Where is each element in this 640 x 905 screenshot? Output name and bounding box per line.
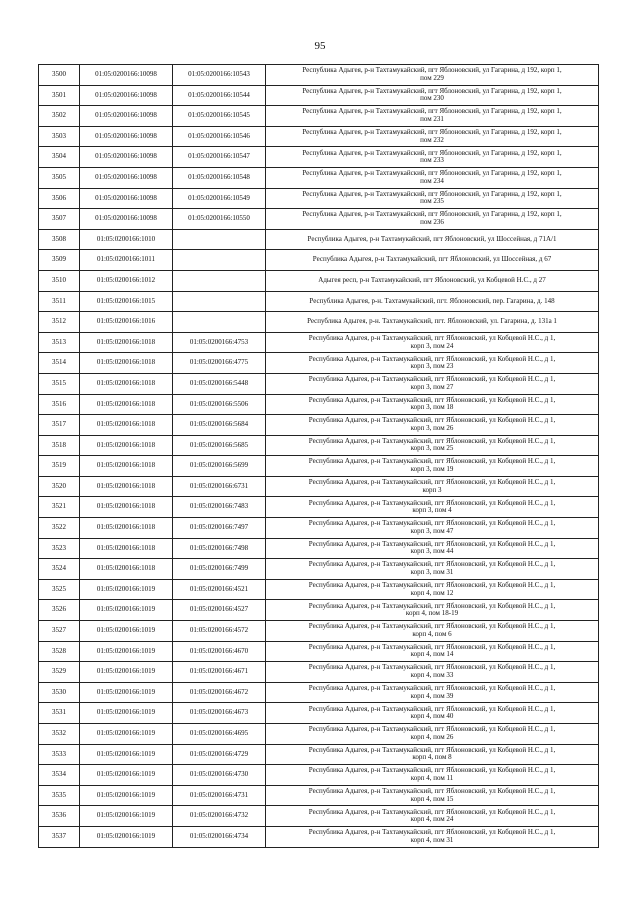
registry-table-body — [39, 65, 599, 848]
address-line-1: Республика Адыгея, р-н Тахтамукайский, пгт Яблоновский, ул Шоссейная, д 67 — [312, 255, 552, 264]
table-row — [39, 147, 599, 168]
address-line-1: Республика Адыгея, р-н Тахтамукайский, пгт Яблоновский, ул Кобцевой Н.С., д 1, — [308, 436, 556, 445]
row-number-cell: 3528 — [39, 641, 80, 662]
address-line-2: корп 4, пом 40 — [410, 712, 454, 721]
address-line-1: Республика Адыгея, р-н Тахтамукайский, пгт Яблоновский, ул Кобцевой Н.С., д 1, — [308, 828, 556, 837]
cadastral-number-cell: 01:05:0200166:4732 — [173, 806, 266, 827]
address-line-1: Республика Адыгея, р-н Тахтамукайский, пгт Яблоновский, ул Кобцевой Н.С., д 1, — [308, 642, 556, 651]
cadastral-number-cell: 01:05:0200166:7497 — [173, 518, 266, 539]
parent-cadastral-number-cell: 01:05:0200166:1018 — [80, 353, 173, 374]
cadastral-number-cell: 01:05:0200166:10550 — [173, 209, 266, 230]
address-line-1: Республика Адыгея, р-н Тахтамукайский, пгт Яблоновский, ул Кобцевой Н.С., д 1, — [308, 745, 556, 754]
table-row — [39, 600, 599, 621]
address-cell — [266, 188, 599, 209]
parent-cadastral-number-cell: 01:05:0200166:10098 — [80, 209, 173, 230]
address-cell — [266, 394, 599, 415]
address-line-1: Республика Адыгея, р-н Тахтамукайский, пгт Яблоновский, ул Кобцевой Н.С., д 1, — [308, 766, 556, 775]
address-cell — [266, 85, 599, 106]
table-row — [39, 270, 599, 291]
cadastral-number-cell: 01:05:0200166:4731 — [173, 785, 266, 806]
cadastral-number-cell: 01:05:0200166:7499 — [173, 559, 266, 580]
parent-cadastral-number-cell: 01:05:0200166:10098 — [80, 188, 173, 209]
address-line-2: корп 4, пом 31 — [410, 835, 454, 844]
parent-cadastral-number-cell: 01:05:0200166:10098 — [80, 65, 173, 86]
row-number-cell: 3508 — [39, 229, 80, 250]
cadastral-number-cell: 01:05:0200166:5699 — [173, 456, 266, 477]
address-cell — [266, 538, 599, 559]
table-row — [39, 415, 599, 436]
registry-table — [38, 64, 599, 848]
cadastral-number-cell: 01:05:0200166:5506 — [173, 394, 266, 415]
row-number-cell: 3519 — [39, 456, 80, 477]
row-number-cell: 3507 — [39, 209, 80, 230]
parent-cadastral-number-cell: 01:05:0200166:1018 — [80, 435, 173, 456]
page-number: 95 — [314, 40, 326, 52]
cadastral-number-cell — [173, 270, 266, 291]
address-line-1: Республика Адыгея, р-н Тахтамукайский, пгт Яблоновский, ул Кобцевой Н.С., д 1, — [308, 478, 556, 487]
address-line-1: Республика Адыгея, р-н Тахтамукайский, пгт Яблоновский, ул Гагарина, д 192, корп 1, — [302, 210, 562, 219]
table-row — [39, 106, 599, 127]
address-cell — [266, 229, 599, 250]
address-cell — [266, 518, 599, 539]
row-number-cell: 3514 — [39, 353, 80, 374]
address-cell — [266, 435, 599, 456]
row-number-cell: 3536 — [39, 806, 80, 827]
address-line-2: корп 4, пом 6 — [412, 629, 452, 638]
table-row — [39, 394, 599, 415]
parent-cadastral-number-cell: 01:05:0200166:1015 — [80, 291, 173, 312]
table-row — [39, 476, 599, 497]
address-line-2: корп 4, пом 18-19 — [405, 609, 459, 618]
address-line-1: Республика Адыгея, р-н Тахтамукайский, пгт Яблоновский, ул Гагарина, д 192, корп 1, — [302, 148, 562, 157]
address-line-2: корп 4, пом 12 — [410, 588, 454, 597]
address-cell — [266, 579, 599, 600]
address-cell — [266, 147, 599, 168]
address-line-1: Республика Адыгея, р-н Тахтамукайский, пгт Яблоновский, ул Гагарина, д 192, корп 1, — [302, 189, 562, 198]
address-line-1: Республика Адыгея, р-н Тахтамукайский, пгт Яблоновский, ул Кобцевой Н.С., д 1, — [308, 684, 556, 693]
address-line-1: Республика Адыгея, р-н Тахтамукайский, пгт Яблоновский, ул Кобцевой Н.С., д 1, — [308, 581, 556, 590]
cadastral-number-cell — [173, 229, 266, 250]
row-number-cell: 3509 — [39, 250, 80, 271]
row-number-cell: 3511 — [39, 291, 80, 312]
address-line-2: корп 4, пом 24 — [410, 815, 454, 824]
row-number-cell: 3520 — [39, 476, 80, 497]
cadastral-number-cell: 01:05:0200166:7483 — [173, 497, 266, 518]
row-number-cell: 3521 — [39, 497, 80, 518]
parent-cadastral-number-cell: 01:05:0200166:1018 — [80, 456, 173, 477]
table-row — [39, 435, 599, 456]
address-line-2: пом 232 — [420, 135, 444, 144]
row-number-cell: 3522 — [39, 518, 80, 539]
parent-cadastral-number-cell: 01:05:0200166:1019 — [80, 806, 173, 827]
row-number-cell: 3506 — [39, 188, 80, 209]
table-row — [39, 85, 599, 106]
address-line-1: Республика Адыгея, р-н Тахтамукайский, пгт Яблоновский, ул Кобцевой Н.С., д 1, — [308, 354, 556, 363]
address-line-2: корп 3, пом 47 — [410, 526, 454, 535]
address-cell — [266, 497, 599, 518]
parent-cadastral-number-cell: 01:05:0200166:1018 — [80, 373, 173, 394]
address-cell — [266, 270, 599, 291]
row-number-cell: 3510 — [39, 270, 80, 291]
row-number-cell: 3535 — [39, 785, 80, 806]
parent-cadastral-number-cell: 01:05:0200166:1019 — [80, 724, 173, 745]
address-line-2: корп 3, пом 24 — [410, 341, 454, 350]
address-line-2: корп 4, пом 11 — [410, 773, 454, 782]
parent-cadastral-number-cell: 01:05:0200166:1018 — [80, 497, 173, 518]
row-number-cell: 3501 — [39, 85, 80, 106]
table-row — [39, 724, 599, 745]
address-line-2: корп 3, пом 31 — [410, 568, 454, 577]
address-line-1: Республика Адыгея, р-н Тахтамукайский, пгт Яблоновский, ул Кобцевой Н.С., д 1, — [308, 519, 556, 528]
row-number-cell: 3504 — [39, 147, 80, 168]
address-line-2: корп 4, пом 26 — [410, 732, 454, 741]
row-number-cell: 3524 — [39, 559, 80, 580]
address-line-1: Республика Адыгея, р-н Тахтамукайский, пгт Яблоновский, ул Кобцевой Н.С., д 1, — [308, 333, 556, 342]
cadastral-number-cell: 01:05:0200166:4695 — [173, 724, 266, 745]
row-number-cell: 3530 — [39, 682, 80, 703]
address-line-1: Республика Адыгея, р-н Тахтамукайский, пгт Яблоновский, ул Кобцевой Н.С., д 1, — [308, 539, 556, 548]
table-row — [39, 312, 599, 333]
cadastral-number-cell: 01:05:0200166:5684 — [173, 415, 266, 436]
cadastral-number-cell: 01:05:0200166:10544 — [173, 85, 266, 106]
table-row — [39, 785, 599, 806]
parent-cadastral-number-cell: 01:05:0200166:1010 — [80, 229, 173, 250]
address-cell — [266, 291, 599, 312]
cadastral-number-cell: 01:05:0200166:4527 — [173, 600, 266, 621]
address-cell — [266, 209, 599, 230]
address-cell — [266, 662, 599, 683]
address-line-2: пом 235 — [420, 197, 444, 206]
address-cell — [266, 641, 599, 662]
address-line-1: Республика Адыгея, р-н Тахтамукайский, пгт Яблоновский, ул Кобцевой Н.С., д 1, — [308, 663, 556, 672]
cadastral-number-cell: 01:05:0200166:4673 — [173, 703, 266, 724]
address-line-1: Республика Адыгея, р-н Тахтамукайский, пгт Яблоновский, ул Кобцевой Н.С., д 1, — [308, 416, 556, 425]
table-row — [39, 332, 599, 353]
row-number-cell: 3512 — [39, 312, 80, 333]
row-number-cell: 3513 — [39, 332, 80, 353]
table-row — [39, 65, 599, 86]
address-line-2: корп 4, пом 39 — [410, 691, 454, 700]
parent-cadastral-number-cell: 01:05:0200166:1019 — [80, 662, 173, 683]
address-cell — [266, 65, 599, 86]
table-row — [39, 559, 599, 580]
row-number-cell: 3516 — [39, 394, 80, 415]
address-line-1: Республика Адыгея, р-н. Тахтамукайский, пгт. Яблоновский, ул. Гагарина, д. 131а 1 — [307, 317, 557, 326]
cadastral-number-cell — [173, 312, 266, 333]
table-row — [39, 188, 599, 209]
address-line-1: Республика Адыгея, р-н Тахтамукайский, пгт Яблоновский, ул Кобцевой Н.С., д 1, — [308, 786, 556, 795]
cadastral-number-cell: 01:05:0200166:4734 — [173, 826, 266, 847]
address-line-2: пом 233 — [420, 156, 444, 165]
address-line-2: корп 3, пом 18 — [410, 403, 454, 412]
row-number-cell: 3500 — [39, 65, 80, 86]
table-row — [39, 518, 599, 539]
address-line-2: корп 3, пом 25 — [410, 444, 454, 453]
table-row — [39, 744, 599, 765]
address-line-2: пом 231 — [420, 114, 444, 123]
parent-cadastral-number-cell: 01:05:0200166:1019 — [80, 765, 173, 786]
table-row — [39, 579, 599, 600]
parent-cadastral-number-cell: 01:05:0200166:10098 — [80, 85, 173, 106]
address-cell — [266, 312, 599, 333]
address-line-1: Республика Адыгея, р-н Тахтамукайский, пгт Яблоновский, ул Кобцевой Н.С., д 1, — [308, 560, 556, 569]
table-row — [39, 806, 599, 827]
address-line-1: Адыгея респ, р-н Тахтамукайский, пгт Яблоновский, ул Кобцевой Н.С., д 27 — [318, 275, 546, 284]
address-line-1: Республика Адыгея, р-н Тахтамукайский, пгт Яблоновский, ул Кобцевой Н.С., д 1, — [308, 725, 556, 734]
cadastral-number-cell: 01:05:0200166:10547 — [173, 147, 266, 168]
parent-cadastral-number-cell: 01:05:0200166:1018 — [80, 394, 173, 415]
parent-cadastral-number-cell: 01:05:0200166:1012 — [80, 270, 173, 291]
parent-cadastral-number-cell: 01:05:0200166:1019 — [80, 600, 173, 621]
address-cell — [266, 106, 599, 127]
address-line-2: корп 3, пом 44 — [410, 547, 454, 556]
table-row — [39, 703, 599, 724]
row-number-cell: 3517 — [39, 415, 80, 436]
cadastral-number-cell: 01:05:0200166:4572 — [173, 621, 266, 642]
address-cell — [266, 724, 599, 745]
address-line-1: Республика Адыгея, р-н Тахтамукайский, пгт Яблоновский, ул Кобцевой Н.С., д 1, — [308, 622, 556, 631]
row-number-cell: 3531 — [39, 703, 80, 724]
table-row — [39, 250, 599, 271]
address-line-1: Республика Адыгея, р-н Тахтамукайский, пгт Яблоновский, ул Шоссейная, д 71А/1 — [307, 234, 557, 243]
table-row — [39, 291, 599, 312]
table-row — [39, 497, 599, 518]
table-row — [39, 621, 599, 642]
parent-cadastral-number-cell: 01:05:0200166:1019 — [80, 621, 173, 642]
cadastral-number-cell: 01:05:0200166:4730 — [173, 765, 266, 786]
parent-cadastral-number-cell: 01:05:0200166:1019 — [80, 744, 173, 765]
address-cell — [266, 332, 599, 353]
address-line-2: корп 3, пом 27 — [410, 382, 454, 391]
address-line-2: корп 4, пом 15 — [410, 794, 454, 803]
row-number-cell: 3515 — [39, 373, 80, 394]
row-number-cell: 3503 — [39, 126, 80, 147]
cadastral-number-cell: 01:05:0200166:10546 — [173, 126, 266, 147]
parent-cadastral-number-cell: 01:05:0200166:1018 — [80, 415, 173, 436]
cadastral-number-cell: 01:05:0200166:6731 — [173, 476, 266, 497]
parent-cadastral-number-cell: 01:05:0200166:10098 — [80, 167, 173, 188]
cadastral-number-cell: 01:05:0200166:4672 — [173, 682, 266, 703]
table-row — [39, 353, 599, 374]
address-cell — [266, 703, 599, 724]
cadastral-number-cell: 01:05:0200166:4775 — [173, 353, 266, 374]
address-line-2: корп 3, пом 26 — [410, 423, 454, 432]
row-number-cell: 3518 — [39, 435, 80, 456]
address-line-2: корп 3, пом 19 — [410, 465, 454, 474]
address-cell — [266, 682, 599, 703]
address-line-1: Республика Адыгея, р-н Тахтамукайский, пгт Яблоновский, ул Гагарина, д 192, корп 1, — [302, 107, 562, 116]
cadastral-number-cell — [173, 291, 266, 312]
table-row — [39, 826, 599, 847]
address-cell — [266, 559, 599, 580]
address-cell — [266, 373, 599, 394]
address-line-2: корп 4, пом 8 — [412, 753, 452, 762]
address-line-1: Республика Адыгея, р-н Тахтамукайский, пгт Яблоновский, ул Гагарина, д 192, корп 1, — [302, 86, 562, 95]
address-line-2: корп 4, пом 14 — [410, 650, 454, 659]
address-line-2: корп 3, пом 4 — [412, 506, 452, 515]
address-line-1: Республика Адыгея, р-н Тахтамукайский, пгт Яблоновский, ул Гагарина, д 192, корп 1, — [302, 169, 562, 178]
row-number-cell: 3534 — [39, 765, 80, 786]
address-cell — [266, 126, 599, 147]
row-number-cell: 3537 — [39, 826, 80, 847]
address-line-2: пом 229 — [420, 73, 444, 82]
parent-cadastral-number-cell: 01:05:0200166:1018 — [80, 476, 173, 497]
parent-cadastral-number-cell: 01:05:0200166:1018 — [80, 538, 173, 559]
cadastral-number-cell: 01:05:0200166:5448 — [173, 373, 266, 394]
address-line-2: пом 230 — [420, 94, 444, 103]
parent-cadastral-number-cell: 01:05:0200166:1019 — [80, 641, 173, 662]
address-cell — [266, 744, 599, 765]
address-cell — [266, 476, 599, 497]
address-cell — [266, 456, 599, 477]
address-line-1: Республика Адыгея, р-н Тахтамукайский, пгт Яблоновский, ул Кобцевой Н.С., д 1, — [308, 704, 556, 713]
address-line-1: Республика Адыгея, р-н Тахтамукайский, пгт Яблоновский, ул Гагарина, д 192, корп 1, — [302, 66, 562, 75]
table-row — [39, 682, 599, 703]
cadastral-number-cell: 01:05:0200166:10543 — [173, 65, 266, 86]
cadastral-number-cell: 01:05:0200166:4753 — [173, 332, 266, 353]
address-line-2: корп 3 — [422, 485, 442, 494]
cadastral-number-cell: 01:05:0200166:10549 — [173, 188, 266, 209]
address-line-1: Республика Адыгея, р-н Тахтамукайский, пгт Яблоновский, ул Кобцевой Н.С., д 1, — [308, 457, 556, 466]
address-line-1: Республика Адыгея, р-н Тахтамукайский, пгт Яблоновский, ул Гагарина, д 192, корп 1, — [302, 127, 562, 136]
row-number-cell: 3532 — [39, 724, 80, 745]
address-cell — [266, 826, 599, 847]
parent-cadastral-number-cell: 01:05:0200166:1019 — [80, 579, 173, 600]
parent-cadastral-number-cell: 01:05:0200166:1018 — [80, 332, 173, 353]
table-row — [39, 662, 599, 683]
address-line-1: Республика Адыгея, р-н Тахтамукайский, пгт Яблоновский, ул Кобцевой Н.С., д 1, — [308, 498, 556, 507]
parent-cadastral-number-cell: 01:05:0200166:1019 — [80, 703, 173, 724]
address-line-1: Республика Адыгея, р-н Тахтамукайский, пгт Яблоновский, ул Кобцевой Н.С., д 1, — [308, 375, 556, 384]
table-row — [39, 538, 599, 559]
address-cell — [266, 785, 599, 806]
row-number-cell: 3525 — [39, 579, 80, 600]
table-row — [39, 229, 599, 250]
address-cell — [266, 765, 599, 786]
table-row — [39, 126, 599, 147]
address-cell — [266, 250, 599, 271]
cadastral-number-cell: 01:05:0200166:4670 — [173, 641, 266, 662]
address-line-1: Республика Адыгея, р-н Тахтамукайский, пгт Яблоновский, ул Кобцевой Н.С., д 1, — [308, 807, 556, 816]
address-line-2: корп 3, пом 23 — [410, 362, 454, 371]
cadastral-number-cell: 01:05:0200166:4521 — [173, 579, 266, 600]
cadastral-number-cell: 01:05:0200166:4729 — [173, 744, 266, 765]
row-number-cell: 3523 — [39, 538, 80, 559]
row-number-cell: 3526 — [39, 600, 80, 621]
parent-cadastral-number-cell: 01:05:0200166:1018 — [80, 518, 173, 539]
address-cell — [266, 353, 599, 374]
address-cell — [266, 621, 599, 642]
parent-cadastral-number-cell: 01:05:0200166:10098 — [80, 126, 173, 147]
parent-cadastral-number-cell: 01:05:0200166:1016 — [80, 312, 173, 333]
cadastral-number-cell: 01:05:0200166:4671 — [173, 662, 266, 683]
table-row — [39, 765, 599, 786]
cadastral-number-cell: 01:05:0200166:7498 — [173, 538, 266, 559]
address-line-1: Республика Адыгея, р-н. Тахтамукайский, пгт. Яблоновский, пер. Гагарина, д. 148 — [309, 296, 555, 305]
row-number-cell: 3505 — [39, 167, 80, 188]
cadastral-number-cell: 01:05:0200166:10545 — [173, 106, 266, 127]
address-cell — [266, 600, 599, 621]
table-row — [39, 373, 599, 394]
table-row — [39, 641, 599, 662]
cadastral-number-cell — [173, 250, 266, 271]
cadastral-number-cell: 01:05:0200166:5685 — [173, 435, 266, 456]
address-cell — [266, 806, 599, 827]
parent-cadastral-number-cell: 01:05:0200166:1018 — [80, 559, 173, 580]
table-row — [39, 456, 599, 477]
parent-cadastral-number-cell: 01:05:0200166:1011 — [80, 250, 173, 271]
address-line-2: корп 4, пом 33 — [410, 671, 454, 680]
table-row — [39, 209, 599, 230]
address-line-1: Республика Адыгея, р-н Тахтамукайский, пгт Яблоновский, ул Кобцевой Н.С., д 1, — [308, 395, 556, 404]
table-row — [39, 167, 599, 188]
row-number-cell: 3529 — [39, 662, 80, 683]
address-line-2: пом 234 — [420, 176, 444, 185]
address-line-1: Республика Адыгея, р-н Тахтамукайский, пгт Яблоновский, ул Кобцевой Н.С., д 1, — [308, 601, 556, 610]
parent-cadastral-number-cell: 01:05:0200166:10098 — [80, 147, 173, 168]
address-line-2: пом 236 — [420, 217, 444, 226]
parent-cadastral-number-cell: 01:05:0200166:10098 — [80, 106, 173, 127]
cadastral-number-cell: 01:05:0200166:10548 — [173, 167, 266, 188]
row-number-cell: 3533 — [39, 744, 80, 765]
parent-cadastral-number-cell: 01:05:0200166:1019 — [80, 826, 173, 847]
parent-cadastral-number-cell: 01:05:0200166:1019 — [80, 785, 173, 806]
address-cell — [266, 415, 599, 436]
address-cell — [266, 167, 599, 188]
row-number-cell: 3527 — [39, 621, 80, 642]
row-number-cell: 3502 — [39, 106, 80, 127]
parent-cadastral-number-cell: 01:05:0200166:1019 — [80, 682, 173, 703]
